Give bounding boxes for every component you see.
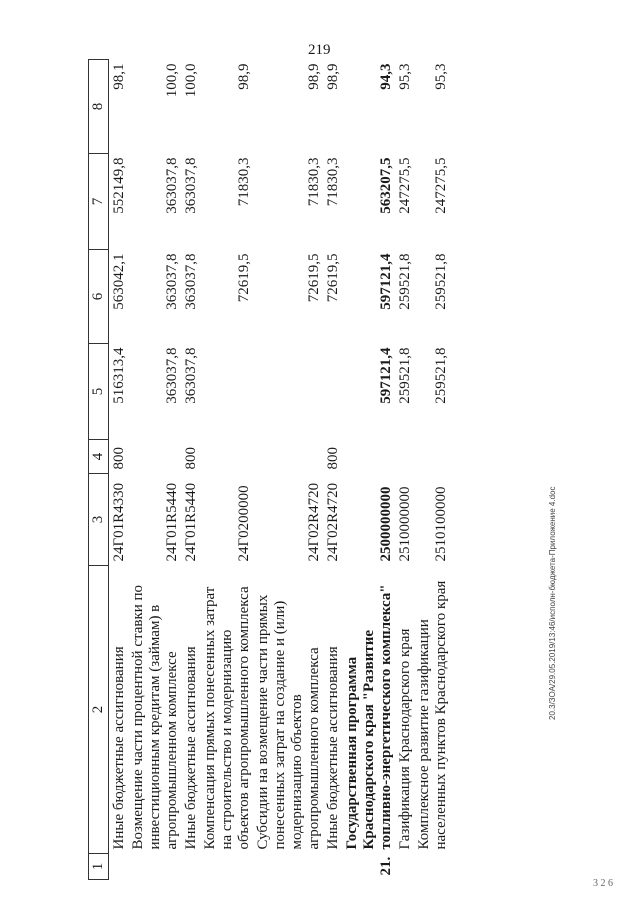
row-name: Иные бюджетные ассигнования [183, 646, 199, 850]
row-code: 24Г0200000 [236, 485, 252, 562]
row-value-5: 363037,8 [164, 347, 180, 404]
row-value-6: 363037,8 [183, 253, 199, 310]
row-code: 2510100000 [433, 486, 449, 562]
row-value-5: 597121,4 [378, 347, 394, 404]
row-value-6: 72619,5 [236, 253, 252, 303]
table-row [415, 60, 451, 880]
row-name: Компенсация прямых понесенных затрат на строительство и модернизацию объектов агропромышленного комплекса [202, 586, 252, 850]
column-header: 5 [89, 344, 109, 440]
page-number: 219 [308, 42, 331, 58]
column-header: 8 [89, 60, 109, 154]
row-value-6: 72619,5 [325, 253, 341, 303]
row-vid [201, 440, 254, 474]
rotated-table-container [88, 60, 560, 880]
row-value-8: 95,3 [433, 63, 449, 90]
column-header: 1 [89, 854, 109, 880]
row-number [201, 854, 254, 880]
row-value-5: 363037,8 [183, 347, 199, 404]
row-value-5 [201, 344, 254, 440]
row-code: 24Г01R5440 [164, 482, 180, 562]
column-header: 6 [89, 250, 109, 344]
row-number: 21. [378, 856, 394, 876]
row-value-8: 94,3 [378, 63, 394, 90]
row-name: Комплексное развитие газификации населенных пунктов Краснодарского края [416, 580, 449, 850]
row-name: Иные бюджетные ассигнования [325, 646, 341, 850]
column-header: 3 [89, 474, 109, 566]
row-vid: 800 [111, 447, 127, 470]
row-value-8: 98,9 [306, 63, 322, 90]
table-row-program [343, 60, 396, 880]
row-code: 24Г02R4720 [325, 482, 341, 562]
row-vid: 800 [325, 447, 341, 470]
row-number [109, 854, 130, 880]
table-row [129, 60, 182, 880]
row-value-7: 247275,5 [433, 157, 449, 214]
row-value-5: 259521,8 [397, 347, 413, 404]
row-value-6: 563042,1 [111, 253, 127, 310]
row-value-7: 563207,5 [378, 157, 394, 214]
row-code: 2510000000 [397, 486, 413, 562]
row-value-7: 71830,3 [306, 157, 322, 207]
row-value-5 [324, 344, 343, 440]
row-value-6: 72619,5 [306, 253, 322, 303]
table-row [109, 60, 130, 880]
row-vid [415, 440, 451, 474]
row-value-5: 516313,4 [111, 347, 127, 404]
column-header: 7 [89, 154, 109, 250]
column-header: 4 [89, 440, 109, 474]
row-number [396, 854, 415, 880]
table-row [201, 60, 254, 880]
table-row [254, 60, 324, 880]
row-value-7: 363037,8 [164, 157, 180, 214]
row-code: 24Г01R5440 [183, 482, 199, 562]
row-vid [396, 440, 415, 474]
column-header: 2 [89, 566, 109, 854]
row-number [129, 854, 182, 880]
row-value-6: 597121,4 [378, 253, 394, 310]
row-value-8: 98,9 [325, 63, 341, 90]
row-number [324, 854, 343, 880]
row-value-7: 363037,8 [183, 157, 199, 214]
table-header-row [89, 60, 109, 880]
row-name: Газификация Краснодарского края [397, 628, 413, 850]
row-value-5: 259521,8 [433, 347, 449, 404]
row-name: Иные бюджетные ассигнования [111, 646, 127, 850]
corner-mark: 3 2 6 [593, 878, 613, 889]
row-name: Субсидии на возмещение части прямых понесенных затрат на создание и (или) модернизацию объектов агропромышленного комплекса [255, 594, 322, 850]
row-value-7: 71830,3 [325, 157, 341, 207]
row-vid [129, 440, 182, 474]
row-code: 24Г01R4330 [111, 482, 127, 562]
row-value-5 [254, 344, 324, 440]
row-number [182, 854, 201, 880]
row-code: 2500000000 [378, 486, 394, 562]
table-row [182, 60, 201, 880]
budget-table [88, 59, 451, 880]
table-row [396, 60, 415, 880]
row-value-6: 259521,8 [433, 253, 449, 310]
row-number [415, 854, 451, 880]
row-value-6: 259521,8 [397, 253, 413, 310]
row-value-7: 71830,3 [236, 157, 252, 207]
row-value-8: 95,3 [397, 63, 413, 90]
row-number [254, 854, 324, 880]
row-value-7: 247275,5 [397, 157, 413, 214]
row-value-6: 363037,8 [164, 253, 180, 310]
row-name: Государственная программа Краснодарского края "Развитие топливно-энергетического комплекса" [344, 584, 394, 850]
row-value-7: 552149,8 [111, 157, 127, 214]
row-value-8: 98,9 [236, 63, 252, 90]
row-vid [254, 440, 324, 474]
row-code: 24Г02R4720 [306, 482, 322, 562]
row-name: Возмещение части процентной ставки по инвестиционным кредитам (займам) в агропромышленном комплексе [130, 584, 180, 850]
table-row [324, 60, 343, 880]
row-vid: 800 [183, 447, 199, 470]
row-value-8: 100,0 [183, 63, 199, 98]
row-value-8: 100,0 [164, 63, 180, 98]
row-vid [343, 440, 396, 474]
file-path-footer: 20.3/ЗОА/29.05.2019/13:46/исполн-бюджета-Приложение 4.doc [548, 486, 557, 720]
row-value-8: 98,1 [111, 63, 127, 90]
